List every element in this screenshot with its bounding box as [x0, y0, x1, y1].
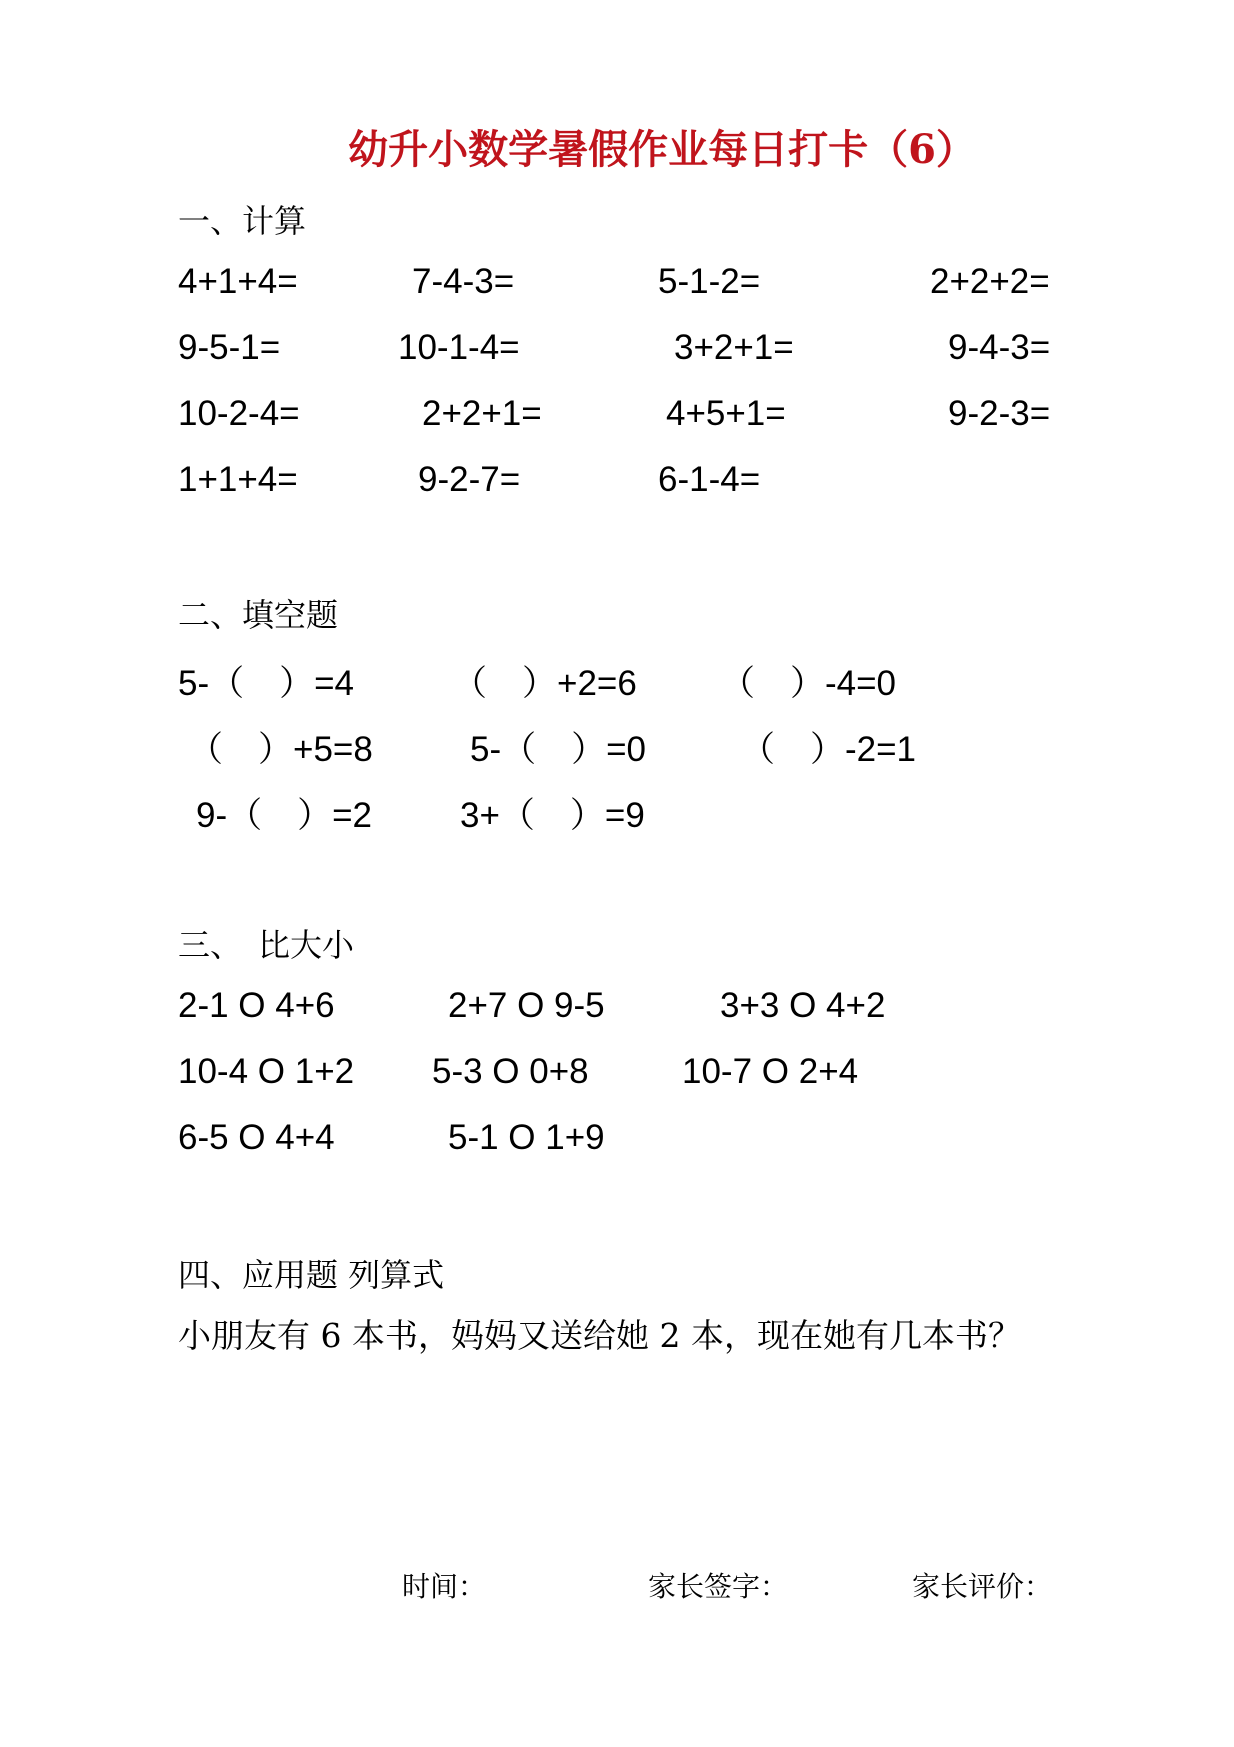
calc-item: 7-4-3=: [412, 262, 515, 301]
calc-item: 1+1+4=: [178, 460, 298, 499]
word-problem-text: 小朋友有 6 本书，妈妈又送给她 2 本，现在她有几本书？: [178, 1316, 1021, 1355]
fill-blank-item: 5-（ ）=4: [178, 664, 355, 703]
calc-item: 9-2-3=: [948, 394, 1051, 433]
compare-item: 6-5 O 4+4: [178, 1118, 335, 1157]
fill-blank-item: 3+（ ）=9: [460, 796, 645, 835]
calc-item: 9-4-3=: [948, 328, 1051, 367]
compare-item: 10-4 O 1+2: [178, 1052, 355, 1091]
section1-heading: 一、计算: [178, 202, 307, 240]
section3-heading: 三、 比大小: [178, 926, 355, 964]
calc-item: 10-2-4=: [178, 394, 300, 433]
fill-blank-item: （ ）+5=8: [188, 730, 373, 769]
section4-heading: 四、应用题 列算式: [178, 1256, 445, 1294]
fill-blank-item: 9-（ ）=2: [196, 796, 373, 835]
fill-blank-item: （ ）-4=0: [720, 664, 897, 703]
compare-item: 5-1 O 1+9: [448, 1118, 605, 1157]
compare-item: 3+3 O 4+2: [720, 986, 886, 1025]
calc-item: 4+5+1=: [666, 394, 786, 433]
section2-heading: 二、填空题: [178, 596, 339, 634]
page-title: 幼升小数学暑假作业每日打卡（6）: [348, 126, 976, 173]
calc-item: 3+2+1=: [674, 328, 794, 367]
footer-time-label: 时间：: [402, 1570, 487, 1603]
calc-item: 9-2-7=: [418, 460, 521, 499]
footer-parent-sign-label: 家长签字：: [648, 1570, 789, 1603]
calc-item: 10-1-4=: [398, 328, 520, 367]
compare-item: 2+7 O 9-5: [448, 986, 605, 1025]
fill-blank-item: 5-（ ）=0: [470, 730, 647, 769]
calc-item: 6-1-4=: [658, 460, 761, 499]
fill-blank-item: （ ）-2=1: [740, 730, 917, 769]
calc-item: 2+2+1=: [422, 394, 542, 433]
calc-item: 9-5-1=: [178, 328, 281, 367]
calc-item: 5-1-2=: [658, 262, 761, 301]
calc-item: 2+2+2=: [930, 262, 1050, 301]
compare-item: 5-3 O 0+8: [432, 1052, 589, 1091]
compare-item: 2-1 O 4+6: [178, 986, 335, 1025]
compare-item: 10-7 O 2+4: [682, 1052, 859, 1091]
footer-parent-eval-label: 家长评价：: [912, 1570, 1053, 1603]
calc-item: 4+1+4=: [178, 262, 298, 301]
fill-blank-item: （ ）+2=6: [452, 664, 637, 703]
